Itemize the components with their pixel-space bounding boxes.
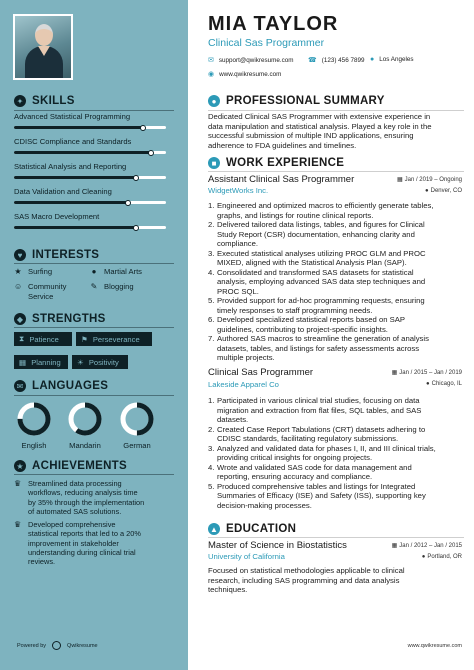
job-bullets [208,396,464,510]
bullet-number: 4. [208,267,215,277]
location-text: Los Angeles [379,56,414,63]
job-location-text: Chicago, IL [431,381,462,387]
achievement-item [14,479,174,516]
achievement-line: by 35% through the implementation [28,497,145,507]
skill-bar-knob [148,150,154,156]
skill-bar-fill [14,226,136,229]
job-company: Lakeside Apparel Co [208,380,279,389]
skill-label: Statistical Analysis and Reporting [14,162,127,171]
bullet-text: Consolidated and transformed SAS datasets for statistical [217,267,414,277]
bullet-line [208,239,464,249]
summary-heading [208,95,385,107]
education-location-text: Portland, OR [427,554,462,560]
bullet-line [208,315,464,325]
powered-by [17,641,98,650]
experience-title: WORK EXPERIENCE [226,157,345,169]
brand-name: Qwikresume [67,642,98,649]
job-location-text: Denver, CO [430,188,462,194]
skill-bar [14,201,166,204]
bullet-text: Study Report (CSR) documentation, enhancing clarity and [217,229,415,239]
interest-item [90,267,142,277]
bullet-text: graphs, and listings for routine clinical reports. [217,210,374,220]
divider [14,263,174,264]
bullet-line [208,396,464,406]
bullet-text: guidelines, contributing to project-specific insights. [217,324,388,334]
language-label: German [123,441,151,450]
skill-bar-knob [133,225,139,231]
job-title: Assistant Clinical Sas Programmer [208,174,355,185]
language-item [117,401,157,450]
bullet-text: analysis, employing advanced SAS data step techniques and [217,277,426,286]
location-pin-icon: ● [421,554,426,560]
strength-badge [14,332,72,346]
calendar-icon: ▦ [391,543,398,549]
bullet-number: 7. [208,334,215,343]
divider [208,171,464,172]
bullet-text: providing critical insights for ongoing projects. [217,453,373,462]
skill-bar [14,176,166,179]
education-dates-text: Jan / 2012 – Jan / 2015 [399,543,462,549]
interests-title: INTERESTS [32,249,100,261]
experience-heading [208,157,344,169]
bullet-text: migration and extraction from flat files, SQL tables, and SAS [217,405,422,415]
strength-label: Patience [29,334,59,344]
skill-bar-fill [14,176,136,179]
education-line: Focused on statistical methodologies applicable to clinical [208,566,405,575]
surfing-icon: ★ [14,267,22,276]
sun-icon: ☀ [77,357,84,367]
language-item [14,401,54,450]
language-ring [16,401,52,437]
interest-label: Community Service [28,282,67,301]
language-ring [67,401,103,437]
briefcase-icon: ■ [208,157,220,169]
job-company: WidgetWorks Inc. [208,186,269,195]
calendar-icon: ▦ [396,177,403,183]
bullet-line [208,444,464,454]
interests-heading [14,249,99,261]
achievements-heading [14,460,127,472]
interest-label: Blogging [104,282,134,291]
bullet-line [208,344,464,354]
location-pin-icon: ● [426,381,430,387]
education-dates [392,542,462,549]
bullet-number: 4. [208,462,215,472]
bullet-line [208,501,464,511]
graduation-cap-icon: ▲ [208,523,220,535]
education-location [422,554,462,560]
education-line: techniques. [208,585,248,595]
bullet-number [208,239,217,249]
location-pin-icon: ● [425,188,429,194]
language-label: English [21,441,47,450]
bullet-line [208,406,464,416]
divider [208,537,464,538]
bullet-line [208,277,464,287]
bullet-line [208,482,464,492]
job-dates-text: Jan / 2015 – Jan / 2019 [399,370,462,376]
strength-badge [14,355,68,369]
summary-title: PROFESSIONAL SUMMARY [226,95,385,107]
divider [14,474,174,475]
interest-label: Surfing [28,267,53,276]
bullet-number [208,211,217,221]
interest-item [90,282,134,292]
bullet-line [208,325,464,335]
bullet-number [208,453,217,463]
bullet-number [208,491,217,501]
bullet-text: Authored SAS macros to streamline the generation of analysis [217,334,429,343]
achievement-line: reviews. [28,557,56,567]
bullet-text: Engineered and optimized macros to efficiently generate tables, [217,201,434,210]
bullet-line [208,463,464,473]
skills-icon: ✦ [14,95,26,107]
bullet-text: Analyzed and validated data for phases I, II, and III clinical trials, [217,443,436,453]
bullet-number [208,306,217,316]
bullet-text: decision-making processes. [217,500,312,510]
bullet-number [208,434,217,444]
calendar-icon: ▦ [391,370,398,376]
bullet-line [208,425,464,435]
language-label: Mandarin [69,441,101,450]
bullet-number: 1. [208,201,215,210]
bullet-text: Wrote and validated SAS code for data management and [217,462,412,472]
divider [14,395,174,396]
hourglass-icon: ⧗ [19,334,25,343]
achievement-line: of automated SAS solutions. [28,506,122,516]
education-description [208,566,464,595]
website-text[interactable]: www.qwikresume.com [219,70,282,78]
bullet-line [208,334,464,344]
bullet-text: Participated in various clinical trial studies, focusing on data [217,396,420,405]
bullet-number: 1. [208,396,215,405]
job-dates-text: Jan / 2019 – Ongoing [404,177,462,183]
trophy-icon: ♛ [14,479,22,488]
bullet-number: 2. [208,220,215,229]
achievement-line: improvement in stakeholder [28,538,119,548]
strength-badge [72,355,128,369]
education-title: EDUCATION [226,523,297,535]
bullet-text: MIXED, aligned with the Statistical Analysis Plan (SAP). [217,258,407,267]
bullet-text: reporting, ensuring accuracy and compliance. [217,472,373,481]
skill-label: Advanced Statistical Programming [14,112,131,121]
skill-bar-knob [140,125,146,131]
powered-by-label: Powered by [17,642,47,649]
email-contact[interactable] [208,56,294,64]
divider [14,110,174,111]
bullet-text: datasets, tables, and listings for safety assessments across [217,343,420,353]
qwikresume-logo-icon [52,641,61,650]
interest-item [14,267,52,277]
bullet-number: 3. [208,248,215,258]
summary-line: successful submission of multiple IND applications, ensuring [208,131,414,141]
bullet-number [208,353,217,363]
bullet-line [208,434,464,444]
phone-contact [308,56,364,64]
bullet-number [208,415,217,425]
email-icon: ✉ [208,57,214,64]
location-pin-icon: ● [370,56,375,63]
job-dates [392,369,462,376]
strength-label: Perseverance [92,334,140,344]
education-line: research, including SAS programming and data analysis [208,575,400,585]
bullet-line [208,287,464,297]
skill-label: Data Validation and Cleaning [14,187,112,196]
achievements-icon: ★ [14,460,26,472]
language-ring [119,401,155,437]
strength-label: Planning [31,357,61,367]
job-location [425,188,462,194]
flag-icon: ⚑ [81,334,88,344]
bullet-line [208,415,464,425]
bullet-number [208,277,217,287]
candidate-name: MIA TAYLOR [208,13,339,35]
main-content [188,0,474,670]
summary-line: data manipulation and statistical analysis. Played a key role in the [208,121,432,131]
bullet-number: 5. [208,481,215,491]
strengths-heading [14,313,106,325]
bullet-text: compliance. [217,239,259,248]
summary-line: adherence to FDA guidelines and timelines. [208,141,357,151]
bullet-text: Produced comprehensive tables and listings for Integrated [217,481,416,491]
bullet-line [208,296,464,306]
bullet-line [208,306,464,316]
interest-label: Martial Arts [104,267,142,276]
achievement-line: statistical reports that led to a 20% [28,529,141,539]
location-contact [370,56,414,63]
bullet-number: 3. [208,443,215,453]
bullet-number [208,344,217,354]
bullet-line [208,230,464,240]
email-text[interactable]: support@qwikresume.com [218,56,294,64]
bullet-line [208,258,464,268]
summary-line: Dedicated Clinical SAS Programmer with extensive experience in [208,112,431,121]
bullet-line [208,201,464,211]
bullet-text: multiple projects. [217,353,275,362]
achievement-line: workflows, reducing analysis time [28,488,138,498]
education-heading [208,523,296,535]
bullet-line [208,211,464,221]
skills-title: SKILLS [32,95,75,107]
school-name: University of California [208,552,285,561]
profile-photo [13,14,73,80]
languages-title: LANGUAGES [32,380,109,392]
phone-icon: ☎ [308,57,317,64]
divider [208,110,464,111]
community-icon: ☺ [14,282,23,291]
globe-icon: ◉ [208,71,215,78]
bullet-number [208,230,217,240]
bullet-number [208,501,217,511]
languages-heading [14,380,108,392]
degree-title: Master of Science in Biostatistics [208,540,347,551]
trophy-icon: ♛ [14,520,22,529]
skill-label: SAS Macro Development [14,212,100,221]
achievement-line: understanding during clinical trial [28,547,136,557]
divider [14,327,174,328]
job-title: Clinical Sas Programmer [208,367,314,378]
bullet-number [208,472,217,482]
bullet-text: Created Case Report Tabulations (CRT) datasets adhering to [217,424,426,434]
job-dates [397,176,462,183]
bullet-line [208,220,464,230]
strengths-icon: ◆ [14,313,26,325]
achievement-line: Developed comprehensive [28,520,116,529]
interests-icon: ♥ [14,249,26,261]
skill-bar-knob [125,200,131,206]
website-contact[interactable] [208,70,281,78]
skill-bar-fill [14,151,151,154]
bullet-text: Executed statistical analyses utilizing PROC GLM and PROC [217,248,426,258]
bullet-text: datasets. [217,415,249,424]
skill-bar [14,126,166,129]
strength-badge [76,332,152,346]
skill-bar-fill [14,126,143,129]
skills-heading [14,95,75,107]
interest-item [14,282,80,302]
bullet-number [208,406,217,416]
achievements-title: ACHIEVEMENTS [32,460,127,472]
bullet-number [208,287,217,297]
summary-text [208,112,464,151]
blogging-icon: ✎ [90,282,98,291]
bullet-line [208,491,464,501]
skill-label: CDISC Compliance and Standards [14,137,132,146]
skill-bar-knob [133,175,139,181]
skill-bar [14,226,166,229]
skill-bar [14,151,166,154]
strengths-title: STRENGTHS [32,313,106,325]
bullet-number: 6. [208,315,215,324]
sidebar [0,0,188,670]
job-bullets [208,201,464,363]
skill-bar-fill [14,201,128,204]
bullet-line [208,472,464,482]
bullet-text: PROC SQL. [217,286,259,296]
bullet-number: 5. [208,296,215,305]
martial-arts-icon: ● [91,267,97,276]
bullet-text: Summaries of Efficacy (ISE) and Safety (ISS), supporting key [217,491,426,500]
strength-label: Positivity [88,357,119,367]
bullet-number [208,325,217,335]
bullet-number [208,258,217,268]
language-item [65,401,105,450]
bullet-text: Delivered tailored data listings, tables, and figures for Clinical [217,220,425,229]
bullet-text: timely responses to staff programming needs. [217,305,373,315]
bullet-line [208,353,464,363]
bullet-line [208,249,464,259]
achievement-line: Streamlined data processing [28,479,122,488]
footer-website[interactable]: www.qwikresume.com [407,643,462,649]
calendar-icon: ▦ [19,357,27,367]
bullet-line [208,453,464,463]
bullet-text: Provided support for ad-hoc programming requests, ensuring [217,296,425,305]
phone-text: (123) 456 7899 [321,56,365,64]
user-icon: ● [208,95,220,107]
bullet-text: CDISC standards, facilitating regulatory submissions. [217,434,399,443]
languages-icon: ✉ [14,380,26,392]
bullet-text: Developed specialized statistical reports based on SAP [217,315,406,324]
job-location [426,381,462,387]
bullet-number: 2. [208,424,215,434]
achievement-item [14,520,174,566]
candidate-role: Clinical Sas Programmer [208,37,325,49]
bullet-line [208,268,464,278]
